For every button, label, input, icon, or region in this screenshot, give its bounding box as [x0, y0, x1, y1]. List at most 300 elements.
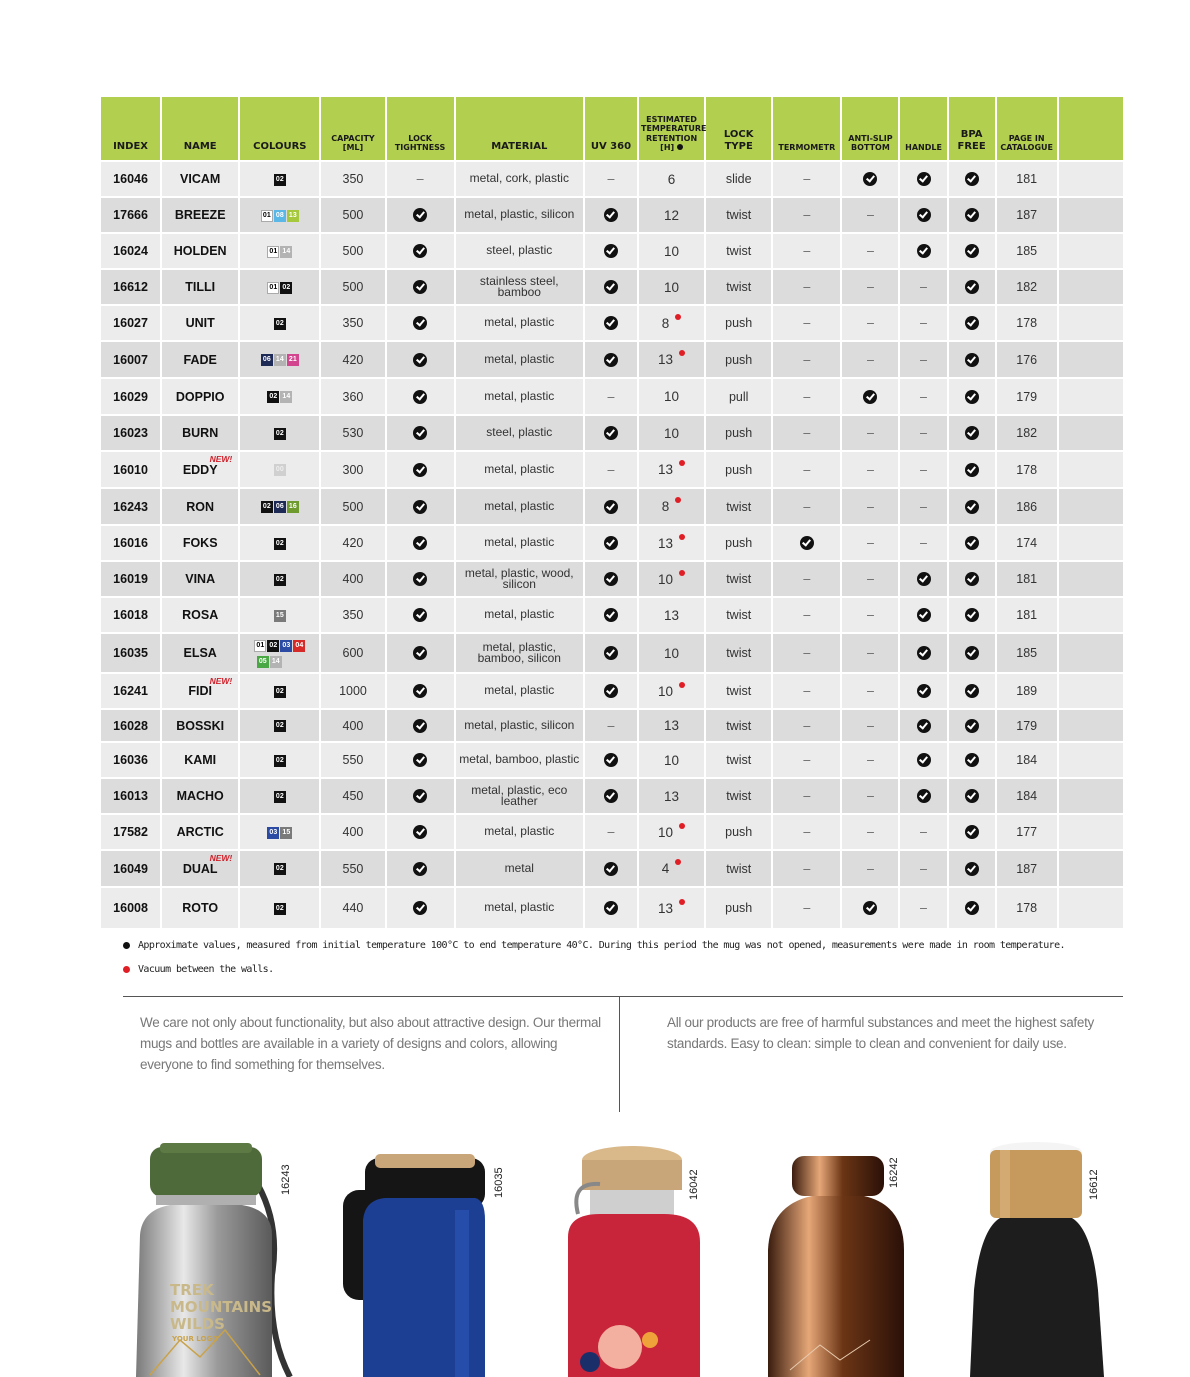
- cell-uv: [585, 634, 637, 672]
- cell-material: metal, plastic: [456, 306, 583, 340]
- cell-bpa: [949, 416, 995, 450]
- cell-lock: [387, 674, 454, 708]
- colour-swatch: 00: [274, 464, 286, 476]
- bpa-check-icon: [965, 536, 979, 550]
- cell-name: [162, 198, 238, 232]
- product-name: ELSA: [183, 646, 217, 660]
- cell-handle: [900, 198, 946, 232]
- svg-text:TREK: TREK: [170, 1281, 214, 1299]
- note-approx: [123, 940, 1123, 951]
- cell-handle: [900, 634, 946, 672]
- cell-uv: [585, 743, 637, 777]
- termometr-dash: –: [803, 499, 811, 514]
- termometr-dash: –: [803, 572, 811, 586]
- termometr-dash: –: [803, 389, 811, 404]
- product-name: DOPPIO: [175, 389, 225, 404]
- uv-dash: –: [607, 172, 615, 186]
- retention-value: 10: [664, 279, 680, 295]
- cell-name: [162, 270, 238, 304]
- cell-retention: [639, 270, 704, 304]
- product-name: RON: [186, 499, 215, 514]
- cell-page: 178: [997, 306, 1057, 340]
- cell-antislip: [842, 526, 898, 560]
- cell-lock-type: twist: [706, 674, 771, 708]
- antislip-dash: –: [866, 280, 874, 294]
- cell-colours: [240, 416, 319, 450]
- comparison-table: [99, 95, 1125, 930]
- cell-capacity: 500: [321, 234, 384, 268]
- vacuum-dot-icon: [679, 570, 685, 576]
- colour-swatch: 02: [274, 686, 286, 698]
- retention-value: 8: [661, 315, 670, 331]
- cell-material: steel, plastic: [456, 416, 583, 450]
- cell-bpa: [949, 306, 995, 340]
- colour-swatch: 21: [287, 354, 299, 366]
- termometr-dash: –: [803, 172, 811, 186]
- header-capacity: CAPACITY [ML]: [321, 97, 384, 160]
- cell-antislip: [842, 306, 898, 340]
- cell-capacity: 450: [321, 779, 384, 813]
- cell-material: metal, plastic, silicon: [456, 198, 583, 232]
- lock-check-icon: [413, 244, 427, 258]
- colour-swatch: 15: [274, 610, 286, 622]
- bpa-check-icon: [965, 825, 979, 839]
- cell-page: 178: [997, 888, 1057, 928]
- cell-handle: [900, 779, 946, 813]
- uv-check-icon: [604, 426, 618, 440]
- cell-material: metal, bamboo, plastic: [456, 743, 583, 777]
- termometr-dash: –: [803, 208, 811, 222]
- vacuum-dot-icon: [679, 534, 685, 540]
- cell-page: 187: [997, 851, 1057, 886]
- colour-swatch: 02: [274, 428, 286, 440]
- product-name: ARCTIC: [176, 825, 224, 839]
- cell-lock: [387, 851, 454, 886]
- bpa-check-icon: [965, 684, 979, 698]
- termometr-dash: –: [803, 462, 811, 477]
- cell-bpa: [949, 743, 995, 777]
- cell-empty: [1059, 815, 1123, 849]
- antislip-dash: –: [866, 426, 874, 440]
- cell-empty: [1059, 489, 1123, 524]
- uv-dash: –: [607, 825, 615, 839]
- cell-uv: [585, 888, 637, 928]
- retention-value: 13: [658, 352, 674, 367]
- cell-page: 179: [997, 379, 1057, 414]
- handle-check-icon: [917, 172, 931, 186]
- cell-handle: [900, 598, 946, 632]
- cell-name: [162, 306, 238, 340]
- colour-swatch: 02: [274, 174, 286, 186]
- divider-horizontal: [123, 996, 1123, 997]
- cell-bpa: [949, 234, 995, 268]
- product-name: FIDI: [188, 684, 212, 698]
- table-row: [101, 342, 1123, 377]
- cell-material: metal, plastic: [456, 379, 583, 414]
- product-bottle-16612: [960, 1140, 1110, 1377]
- colour-swatch: 16: [287, 501, 299, 513]
- cell-empty: [1059, 416, 1123, 450]
- antislip-dash: –: [866, 499, 874, 514]
- product-name: EDDY: [182, 462, 218, 477]
- colour-swatch: 03: [280, 640, 292, 652]
- cell-material: metal, plastic: [456, 598, 583, 632]
- product-name: ROTO: [182, 901, 219, 915]
- product-name: FADE: [183, 352, 217, 367]
- product-code-16242: 16242: [888, 1157, 900, 1188]
- colour-swatch: 04: [293, 640, 305, 652]
- cell-colours: [240, 634, 319, 672]
- cell-termometr: [773, 234, 840, 268]
- cell-material: metal, cork, plastic: [456, 162, 583, 196]
- cell-lock: [387, 198, 454, 232]
- uv-check-icon: [604, 608, 618, 622]
- cell-page: 174: [997, 526, 1057, 560]
- cell-lock: [387, 234, 454, 268]
- antislip-dash: –: [866, 718, 874, 733]
- black-dot-icon: [123, 942, 130, 949]
- cell-lock: [387, 634, 454, 672]
- cell-index: 16035: [101, 634, 160, 672]
- header-name: NAME: [162, 97, 238, 160]
- cell-page: 178: [997, 452, 1057, 487]
- cell-lock: [387, 815, 454, 849]
- cell-retention: [639, 779, 704, 813]
- handle-dash: –: [920, 280, 927, 294]
- cell-page: 182: [997, 416, 1057, 450]
- colour-swatch: 02: [261, 501, 273, 513]
- cell-lock: [387, 598, 454, 632]
- cell-retention: [639, 562, 704, 596]
- red-dot-icon: [123, 966, 130, 973]
- cell-name: [162, 234, 238, 268]
- notes: [123, 940, 1123, 988]
- product-name: BREEZE: [174, 208, 226, 222]
- cell-name: [162, 815, 238, 849]
- svg-text:MOUNTAINS: MOUNTAINS: [170, 1298, 273, 1316]
- cell-empty: [1059, 634, 1123, 672]
- cell-lock: [387, 562, 454, 596]
- lock-check-icon: [413, 500, 427, 514]
- cell-handle: [900, 743, 946, 777]
- cell-lock-type: push: [706, 888, 771, 928]
- cell-index: 16013: [101, 779, 160, 813]
- termometr-dash: –: [803, 901, 811, 915]
- cell-material: stainless steel, bamboo: [456, 270, 583, 304]
- handle-check-icon: [917, 753, 931, 767]
- antislip-dash: –: [866, 536, 874, 550]
- handle-check-icon: [917, 719, 931, 733]
- colour-swatch: 02: [274, 720, 286, 732]
- cell-colours: [240, 162, 319, 196]
- cell-lock: [387, 379, 454, 414]
- product-name: VICAM: [180, 172, 221, 186]
- cell-uv: [585, 598, 637, 632]
- cell-capacity: 400: [321, 710, 384, 741]
- colour-swatch: 06: [261, 354, 273, 366]
- cell-name: [162, 162, 238, 196]
- colour-swatch: 08: [274, 210, 286, 222]
- cell-termometr: [773, 489, 840, 524]
- cell-antislip: [842, 234, 898, 268]
- cell-uv: [585, 851, 637, 886]
- cell-capacity: 530: [321, 416, 384, 450]
- retention-value: 10: [658, 824, 674, 840]
- cell-empty: [1059, 234, 1123, 268]
- cell-antislip: [842, 270, 898, 304]
- antislip-dash: –: [866, 244, 874, 258]
- header-bpa: BPA FREE: [949, 97, 995, 160]
- product-name: ROSA: [182, 608, 219, 622]
- cell-name: [162, 489, 238, 524]
- cell-capacity: 400: [321, 562, 384, 596]
- cell-antislip: [842, 162, 898, 196]
- table-row: [101, 234, 1123, 268]
- cell-retention: [639, 234, 704, 268]
- retention-value: 13: [664, 718, 680, 733]
- bpa-check-icon: [965, 572, 979, 586]
- handle-dash: –: [920, 352, 927, 367]
- retention-value: 8: [661, 499, 670, 514]
- cell-lock: [387, 342, 454, 377]
- colour-swatch: 02: [274, 318, 286, 330]
- cell-colours: [240, 270, 319, 304]
- cell-antislip: [842, 452, 898, 487]
- table-row: [101, 379, 1123, 414]
- bpa-check-icon: [965, 500, 979, 514]
- cell-uv: [585, 489, 637, 524]
- lock-check-icon: [413, 463, 427, 477]
- product-name: VINA: [185, 572, 216, 586]
- cell-capacity: 440: [321, 888, 384, 928]
- colour-swatch: 01: [267, 282, 279, 294]
- retention-value: 13: [664, 607, 680, 623]
- table-row: [101, 815, 1123, 849]
- antislip-dash: –: [866, 861, 874, 876]
- uv-check-icon: [604, 280, 618, 294]
- cell-material: metal, plastic, eco leather: [456, 779, 583, 813]
- antislip-check-icon: [863, 901, 877, 915]
- cell-empty: [1059, 562, 1123, 596]
- cell-lock-type: twist: [706, 743, 771, 777]
- cell-material: metal, plastic, silicon: [456, 710, 583, 741]
- cell-lock: [387, 888, 454, 928]
- lock-check-icon: [413, 208, 427, 222]
- cell-lock-type: twist: [706, 234, 771, 268]
- antislip-dash: –: [866, 753, 874, 767]
- paragraph-design: We care not only about functionality, but also about attractive design. Our thermal mugs and bottles are available in a variety of designs and colors, allowing everyone to find something for themselves.: [140, 1015, 601, 1072]
- cell-uv: [585, 562, 637, 596]
- cell-index: 16036: [101, 743, 160, 777]
- cell-empty: [1059, 851, 1123, 886]
- cell-capacity: 300: [321, 452, 384, 487]
- termometr-dash: –: [803, 646, 811, 660]
- colour-swatch: 14: [274, 354, 286, 366]
- note-approx-text: Approximate values, measured from initial temperature 100°C to end temperature 40°C. During this period the mug was not opened, measurements were made in room temperature.: [138, 940, 1065, 951]
- cell-antislip: [842, 416, 898, 450]
- retention-value: 10: [664, 243, 680, 259]
- colour-swatch: 01: [254, 640, 266, 652]
- antislip-dash: –: [866, 608, 874, 622]
- cell-page: 182: [997, 270, 1057, 304]
- cell-empty: [1059, 710, 1123, 741]
- cell-bpa: [949, 342, 995, 377]
- cell-name: [162, 710, 238, 741]
- cell-retention: [639, 342, 704, 377]
- lock-check-icon: [413, 825, 427, 839]
- cell-page: 177: [997, 815, 1057, 849]
- colour-swatch: 02: [274, 755, 286, 767]
- cell-empty: [1059, 598, 1123, 632]
- cell-retention: [639, 815, 704, 849]
- table-row: [101, 888, 1123, 928]
- bpa-check-icon: [965, 426, 979, 440]
- cell-colours: [240, 888, 319, 928]
- product-name: FOKS: [182, 536, 218, 550]
- cell-index: 16028: [101, 710, 160, 741]
- cell-handle: [900, 526, 946, 560]
- table-row: [101, 779, 1123, 813]
- cell-handle: [900, 674, 946, 708]
- handle-check-icon: [917, 572, 931, 586]
- retention-value: 13: [664, 788, 680, 804]
- cell-empty: [1059, 306, 1123, 340]
- header-uv: UV 360: [585, 97, 637, 160]
- table-row: [101, 489, 1123, 524]
- lock-check-icon: [413, 390, 427, 404]
- cell-colours: [240, 815, 319, 849]
- cell-colours: [240, 743, 319, 777]
- cell-index: 16016: [101, 526, 160, 560]
- cell-capacity: 500: [321, 270, 384, 304]
- cell-antislip: [842, 851, 898, 886]
- cell-material: metal, plastic, wood, silicon: [456, 562, 583, 596]
- handle-dash: –: [920, 901, 927, 915]
- bpa-check-icon: [965, 353, 979, 367]
- bpa-check-icon: [965, 244, 979, 258]
- cell-name: [162, 851, 238, 886]
- bpa-check-icon: [965, 901, 979, 915]
- retention-value: 10: [664, 389, 680, 404]
- handle-check-icon: [917, 646, 931, 660]
- handle-check-icon: [917, 789, 931, 803]
- handle-dash: –: [920, 861, 927, 876]
- antislip-dash: –: [866, 208, 874, 222]
- cell-lock-type: slide: [706, 162, 771, 196]
- antislip-dash: –: [866, 646, 874, 660]
- cell-page: 184: [997, 779, 1057, 813]
- table-row: [101, 634, 1123, 672]
- table-row: [101, 562, 1123, 596]
- cell-retention: [639, 888, 704, 928]
- cell-colours: [240, 779, 319, 813]
- cell-index: 16019: [101, 562, 160, 596]
- handle-dash: –: [920, 462, 927, 477]
- lock-dash: –: [416, 172, 424, 186]
- cell-uv: [585, 452, 637, 487]
- cell-lock: [387, 270, 454, 304]
- cell-antislip: [842, 743, 898, 777]
- header-lock-type: LOCK TYPE: [706, 97, 771, 160]
- bpa-check-icon: [965, 862, 979, 876]
- cell-antislip: [842, 342, 898, 377]
- lock-check-icon: [413, 536, 427, 550]
- cell-lock-type: push: [706, 416, 771, 450]
- cell-colours: [240, 562, 319, 596]
- cell-empty: [1059, 674, 1123, 708]
- uv-check-icon: [604, 316, 618, 330]
- product-code-16035: 16035: [493, 1167, 505, 1198]
- vacuum-dot-icon: [675, 497, 681, 503]
- cell-page: 181: [997, 162, 1057, 196]
- cell-handle: [900, 416, 946, 450]
- table-row: [101, 851, 1123, 886]
- cell-uv: [585, 674, 637, 708]
- handle-dash: –: [920, 389, 927, 404]
- cell-name: [162, 379, 238, 414]
- cell-lock: [387, 743, 454, 777]
- cell-bpa: [949, 379, 995, 414]
- bottle-16243-icon: [120, 1135, 305, 1377]
- product-name: HOLDEN: [173, 244, 227, 258]
- cell-lock: [387, 779, 454, 813]
- colour-swatch: 02: [274, 863, 286, 875]
- cell-colours: [240, 851, 319, 886]
- cell-lock-type: push: [706, 342, 771, 377]
- note-vacuum: [123, 964, 1123, 975]
- antislip-dash: –: [866, 825, 874, 839]
- cell-lock-type: twist: [706, 598, 771, 632]
- cell-material: metal, plastic: [456, 452, 583, 487]
- lock-check-icon: [413, 608, 427, 622]
- lock-check-icon: [413, 572, 427, 586]
- cell-capacity: 550: [321, 743, 384, 777]
- cell-antislip: [842, 562, 898, 596]
- product-name: UNIT: [185, 316, 215, 330]
- uv-check-icon: [604, 789, 618, 803]
- cell-retention: [639, 489, 704, 524]
- cell-handle: [900, 342, 946, 377]
- table-row: [101, 743, 1123, 777]
- cell-handle: [900, 379, 946, 414]
- colour-swatch: 14: [280, 246, 292, 258]
- cell-colours: [240, 379, 319, 414]
- handle-check-icon: [917, 244, 931, 258]
- cell-empty: [1059, 379, 1123, 414]
- cell-capacity: 500: [321, 198, 384, 232]
- colour-swatch: 14: [270, 656, 282, 668]
- antislip-dash: –: [866, 789, 874, 803]
- cell-lock: [387, 416, 454, 450]
- cell-uv: [585, 306, 637, 340]
- handle-dash: –: [920, 426, 927, 440]
- cell-empty: [1059, 342, 1123, 377]
- uv-check-icon: [604, 244, 618, 258]
- lock-check-icon: [413, 862, 427, 876]
- termometr-dash: –: [803, 718, 811, 733]
- cell-lock: [387, 162, 454, 196]
- vacuum-dot-icon: [679, 682, 685, 688]
- cell-handle: [900, 162, 946, 196]
- termometr-dash: –: [803, 753, 811, 767]
- cell-colours: [240, 342, 319, 377]
- cell-capacity: 420: [321, 342, 384, 377]
- handle-dash: –: [920, 825, 927, 839]
- product-name: DUAL: [182, 861, 218, 876]
- cell-antislip: [842, 815, 898, 849]
- cell-uv: [585, 779, 637, 813]
- cell-index: 16241: [101, 674, 160, 708]
